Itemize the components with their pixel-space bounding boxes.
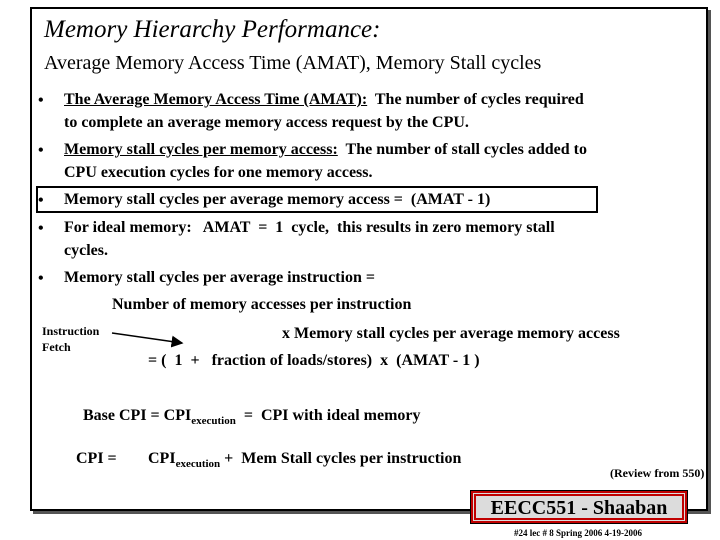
review-note: (Review from 550) (610, 466, 705, 480)
bullet-2-text: The number of stall cycles added to (337, 141, 588, 158)
bullet-1-line-2: to complete an average memory access request by the CPU. (64, 114, 469, 131)
cpi-equation (148, 450, 461, 468)
bullet-marker: • (38, 142, 44, 159)
base-cpi-equation (83, 407, 421, 425)
bullet-1-term: The Average Memory Access Time (AMAT): (64, 91, 368, 108)
cpi-label: CPI = (76, 450, 117, 467)
slide-subtitle: Average Memory Access Time (AMAT), Memory Stall cycles (44, 52, 542, 74)
slide-title: Memory Hierarchy Performance: (44, 16, 381, 43)
bullet-3-line-1: Memory stall cycles per average memory access = (AMAT - 1) (64, 191, 491, 208)
annotation-arrow (110, 330, 190, 350)
bullet-marker: • (38, 220, 44, 237)
slide-footer: #24 lec # 8 Spring 2006 4-19-2006 (514, 528, 642, 538)
slide-frame (30, 7, 708, 511)
bullet-1-line-1 (64, 91, 584, 109)
bullet-2-term: Memory stall cycles per memory access: (64, 141, 338, 158)
formula-line-3: = ( 1 + fraction of loads/stores) x (AMAT - 1 ) (148, 352, 480, 369)
base-cpi-right: = CPI with ideal memory (235, 407, 421, 424)
annotation-line-1: Instruction (42, 324, 100, 338)
bullet-marker: • (38, 92, 44, 109)
base-cpi-left: Base CPI = CPI (83, 407, 192, 424)
bullet-2-line-2: CPU execution cycles for one memory access. (64, 164, 373, 181)
bullet-marker: • (38, 192, 44, 209)
course-tag: EECC551 - Shaaban (470, 490, 688, 524)
bullet-5-line-1: Memory stall cycles per average instruction = (64, 269, 375, 286)
cpi-right: + Mem Stall cycles per instruction (220, 450, 462, 467)
annotation-line-2: Fetch (42, 340, 71, 354)
cpi-subscript: execution (175, 458, 221, 470)
bullet-1-text: The number of cycles required (367, 91, 584, 108)
bullet-4-line-1: For ideal memory: AMAT = 1 cycle, this results in zero memory stall (64, 219, 555, 236)
bullet-2-line-1 (64, 141, 587, 159)
formula-line-2: x Memory stall cycles per average memory access (282, 325, 620, 342)
base-cpi-subscript: execution (191, 415, 236, 427)
bullet-marker: • (38, 270, 44, 287)
cpi-term: CPI (148, 450, 176, 467)
annotation-label (42, 323, 99, 355)
formula-line-1: Number of memory accesses per instruction (112, 296, 412, 313)
bullet-4-line-2: cycles. (64, 242, 108, 259)
